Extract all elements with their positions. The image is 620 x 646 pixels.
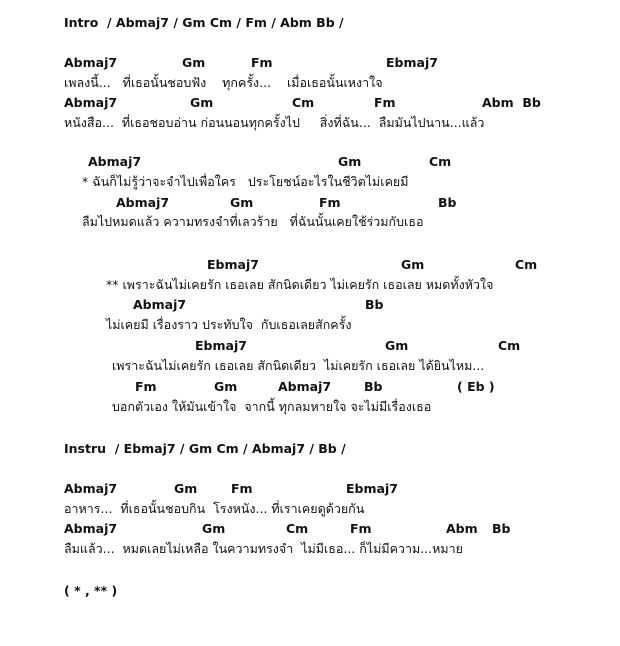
chorus-lyric-line-3: เพราะฉันไม่เคยรัก เธอเลย สักนิดเดียว ไม่เคยรัก เธอเลย ได้ยินไหม... xyxy=(112,358,485,373)
chord: Gm xyxy=(174,481,198,496)
chord: Fm xyxy=(231,481,253,496)
chorus-chord-line-3 xyxy=(195,337,545,355)
chord: Fm xyxy=(374,95,396,110)
prechorus-lyric-line-2: ลืมไปหมดแล้ว ความทรงจำที่เลวร้าย ที่ฉันนั้นเคยใช้ร่วมกับเธอ xyxy=(82,214,424,229)
chord: ( Eb ) xyxy=(457,379,495,394)
chord: Abmaj7 xyxy=(116,195,170,210)
chord: Fm xyxy=(350,521,372,536)
verse1-lyric-line-2: หนังสือ... ที่เธอชอบอ่าน ก่อนนอนทุกครั้งไป สิ่งที่ฉัน... ลืมมันไปนาน...แล้ว xyxy=(64,115,485,130)
verse2-chord-line-2 xyxy=(64,520,544,538)
chord: Gm xyxy=(401,257,425,272)
chord: Gm xyxy=(190,95,214,110)
chord: Ebmaj7 xyxy=(207,257,259,272)
chord: Fm xyxy=(251,55,273,70)
chord: Ebmaj7 xyxy=(386,55,438,70)
chord: Fm xyxy=(135,379,157,394)
chorus-lyric-line-2: ไม่เคยมี เรื่องราว ประทับใจ กับเธอเลยสักครั้ง xyxy=(106,317,352,332)
chord: Bb xyxy=(492,521,511,536)
chord: Abm xyxy=(446,521,478,536)
chord: Abmaj7 xyxy=(64,521,118,536)
chord: Bb xyxy=(438,195,457,210)
verse2-lyric-line-2: ลืมแล้ว... หมดเลยไม่เหลือ ในความทรงจำ ไม่มีเธอ... ก็ไม่มีความ...หมาย xyxy=(64,541,463,556)
prechorus-chord-line-1 xyxy=(88,153,568,171)
chord: Bb xyxy=(364,379,383,394)
chorus-chord-line-4 xyxy=(135,378,515,396)
chord: Abmaj7 xyxy=(133,297,187,312)
chord: Ebmaj7 xyxy=(346,481,398,496)
chord: Cm xyxy=(429,154,452,169)
chorus-lyric-line-4: บอกตัวเอง ให้มันเข้าใจ จากนี้ ทุกลมหายใจ จะไม่มีเรื่องเธอ xyxy=(112,399,432,414)
chord: Gm xyxy=(214,379,238,394)
chord: Fm xyxy=(319,195,341,210)
chord: Gm xyxy=(230,195,254,210)
chord: Abm Bb xyxy=(482,95,541,110)
chord: Abmaj7 xyxy=(64,481,118,496)
chorus-lyric-line-1: ** เพราะฉันไม่เคยรัก เธอเลย สักนิดเดียว ไม่เคยรัก เธอเลย หมดทั้งหัวใจ xyxy=(106,277,494,292)
repeat-marker: ( * , ** ) xyxy=(64,583,118,598)
chord: Cm xyxy=(498,338,521,353)
verse1-chord-line-1 xyxy=(64,54,584,72)
chord: Ebmaj7 xyxy=(195,338,247,353)
verse1-chord-line-2 xyxy=(64,94,584,112)
chord: Gm xyxy=(385,338,409,353)
intro-line: Intro / Abmaj7 / Gm Cm / Fm / Abm Bb / xyxy=(64,15,344,30)
chord: Cm xyxy=(286,521,309,536)
chorus-chord-line-2 xyxy=(133,296,413,314)
chord: Abmaj7 xyxy=(64,55,118,70)
chorus-chord-line-1 xyxy=(207,256,547,274)
chord: Abmaj7 xyxy=(88,154,142,169)
chord: Bb xyxy=(365,297,384,312)
chord: Gm xyxy=(182,55,206,70)
verse2-chord-line-1 xyxy=(64,480,464,498)
verse2-lyric-line-1: อาหาร... ที่เธอนั้นชอบกิน โรงหนัง... ที่เราเคยดูด้วยกัน xyxy=(64,501,365,516)
prechorus-lyric-line-1: * ฉันก็ไม่รู้ว่าจะจำไปเพื่อใคร ประโยชน์อะไรในชีวิตไม่เคยมี xyxy=(82,174,409,189)
verse1-lyric-line-1: เพลงนี้... ที่เธอนั้นชอบฟัง ทุกครั้ง... เมื่อเธอนั้นเหงาใจ xyxy=(64,75,383,90)
instru-line: Instru / Ebmaj7 / Gm Cm / Abmaj7 / Bb / xyxy=(64,441,346,456)
chord: Abmaj7 xyxy=(64,95,118,110)
chord: Gm xyxy=(338,154,362,169)
prechorus-chord-line-2 xyxy=(116,194,556,212)
chord: Gm xyxy=(202,521,226,536)
chord: Abmaj7 xyxy=(278,379,332,394)
chord: Cm xyxy=(292,95,315,110)
chord: Cm xyxy=(515,257,538,272)
